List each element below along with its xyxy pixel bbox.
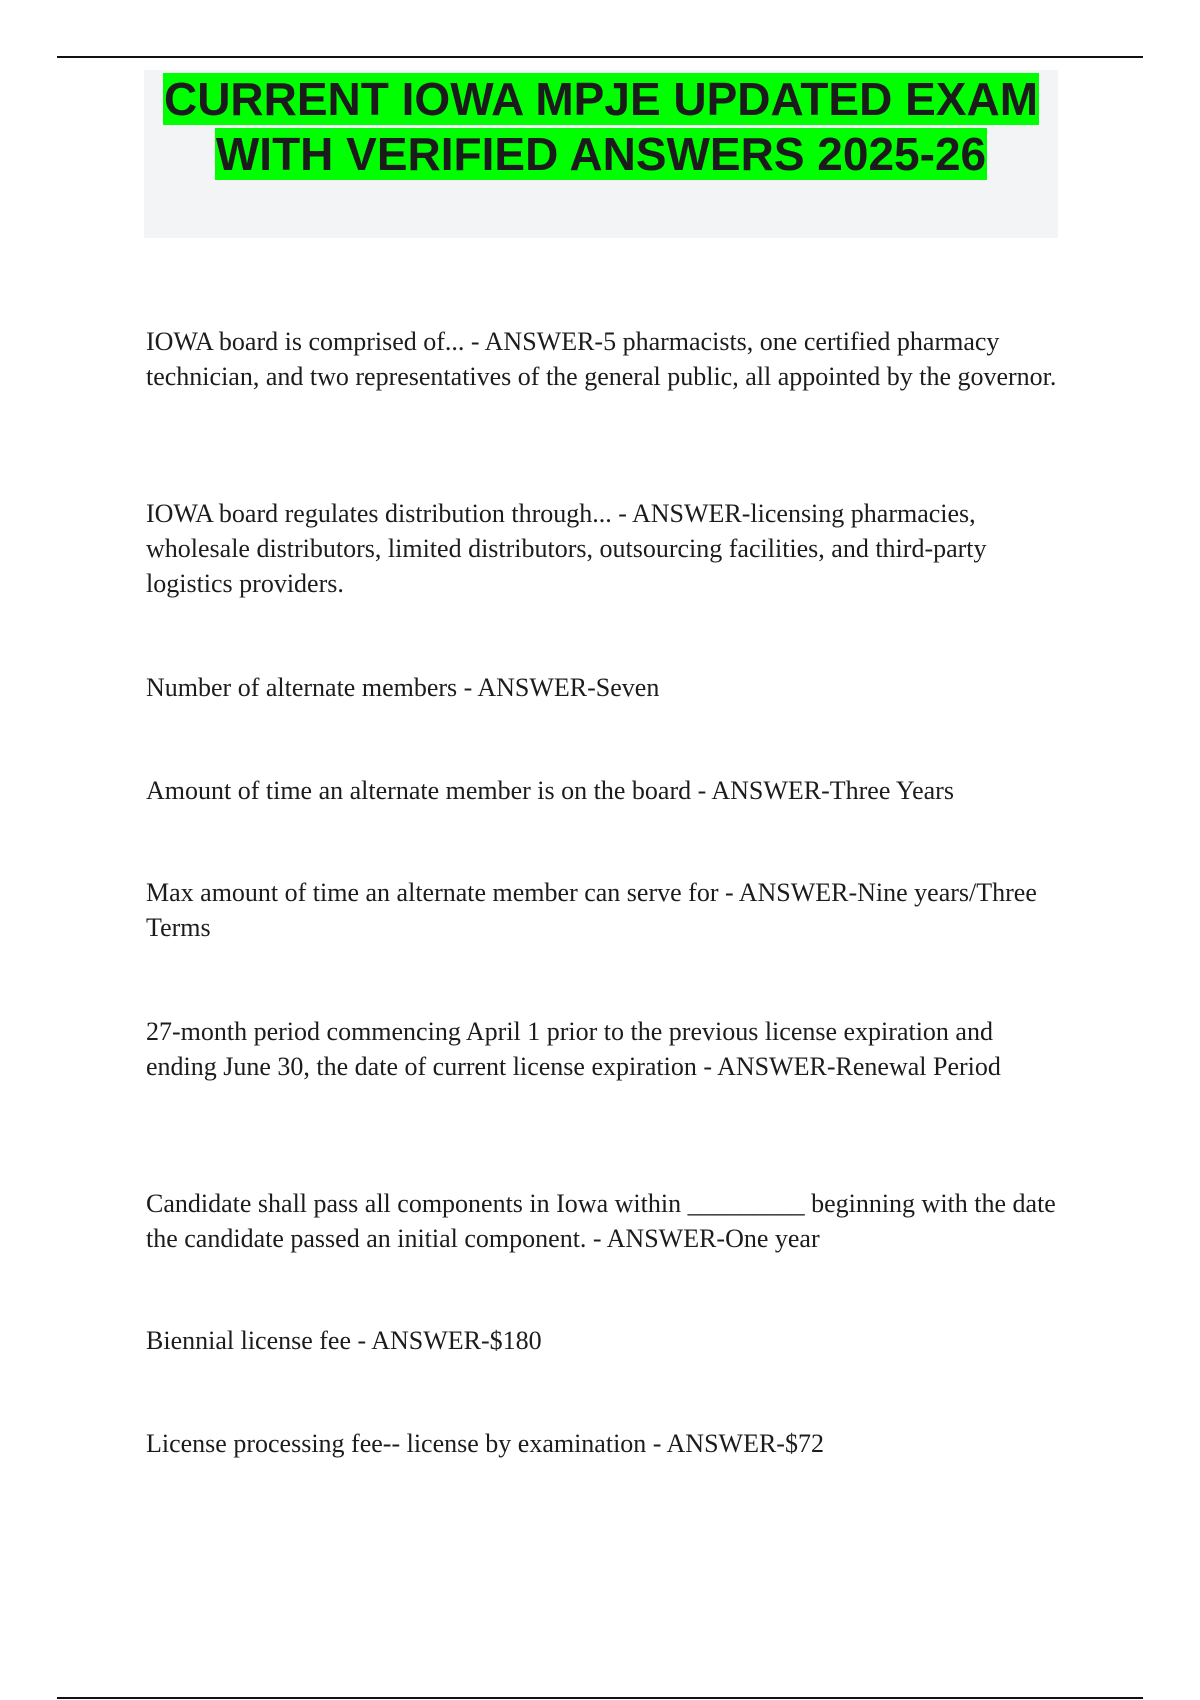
qa-item: IOWA board regulates distribution through... - ANSWER-licensing pharmacies, wholesale distributors, limited distributors, outsourcing facilities, and third-party logistics providers. xyxy=(146,499,987,598)
qa-item: IOWA board is comprised of... - ANSWER-5 pharmacists, one certified pharmacy technician, and two representatives of the general public, all appointed by the governor. xyxy=(146,327,1057,391)
qa-item: Max amount of time an alternate member can serve for - ANSWER-Nine years/Three Terms xyxy=(146,878,1037,942)
qa-item: Amount of time an alternate member is on the board - ANSWER-Three Years xyxy=(146,776,954,805)
title-banner xyxy=(144,70,1058,238)
document-title-text: CURRENT IOWA MPJE UPDATED EXAM WITH VERIFIED ANSWERS 2025-26 xyxy=(163,73,1039,180)
top-rule xyxy=(57,56,1143,58)
qa-item: License processing fee-- license by examination - ANSWER-$72 xyxy=(146,1429,824,1458)
bottom-rule xyxy=(57,1697,1143,1699)
qa-item: Candidate shall pass all components in Iowa within _________ beginning with the date the candidate passed an initial component. - ANSWER-One year xyxy=(146,1189,1056,1253)
qa-item: 27-month period commencing April 1 prior to the previous license expiration and ending June 30, the date of current license expiration - ANSWER-Renewal Period xyxy=(146,1017,1001,1081)
qa-item: Biennial license fee - ANSWER-$180 xyxy=(146,1326,542,1355)
document-title xyxy=(144,70,1058,182)
qa-item: Number of alternate members - ANSWER-Seven xyxy=(146,673,660,702)
